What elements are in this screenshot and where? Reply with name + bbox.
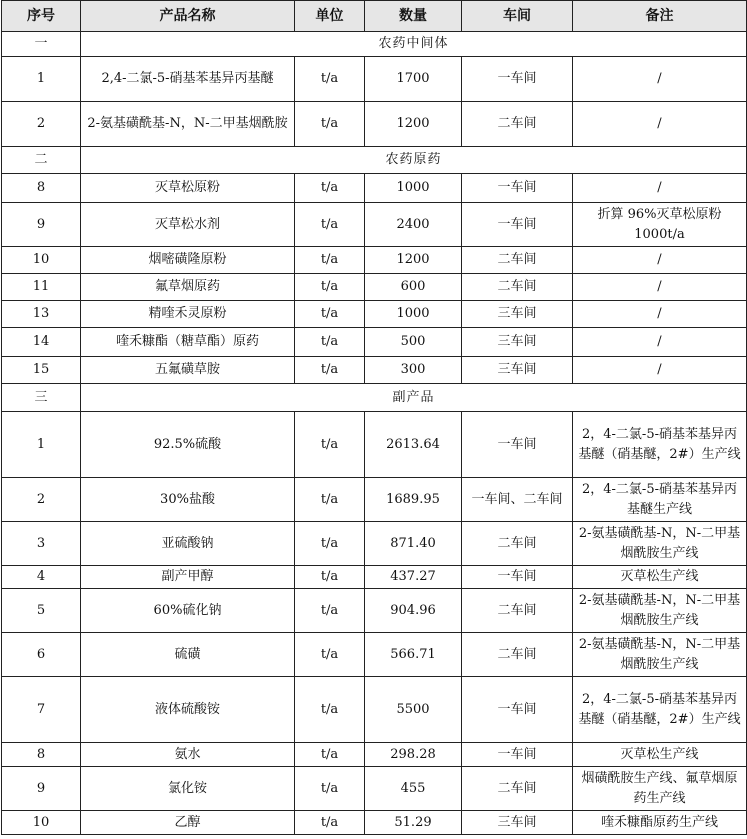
quantity-cell: 600: [365, 274, 462, 301]
workshop-cell: 一车间: [462, 566, 573, 589]
workshop-cell: 二车间: [462, 274, 573, 301]
table-row: [2, 566, 747, 589]
unit-cell: t/a: [295, 566, 365, 589]
note-cell: /: [573, 357, 747, 384]
product-name-cell: 灭草松水剂: [81, 203, 295, 247]
table-row: [2, 301, 747, 328]
product-name-cell: 30%盐酸: [81, 478, 295, 522]
workshop-cell: 二车间: [462, 589, 573, 633]
unit-cell: t/a: [295, 589, 365, 633]
unit-cell: t/a: [295, 57, 365, 102]
quantity-cell: 5500: [365, 677, 462, 743]
unit-cell: t/a: [295, 522, 365, 566]
row-no-cell: 9: [2, 767, 81, 811]
product-name-cell: 五氟磺草胺: [81, 357, 295, 384]
product-name-cell: 灭草松原粉: [81, 174, 295, 203]
unit-cell: t/a: [295, 328, 365, 357]
table-row: [2, 57, 747, 102]
workshop-cell: 三车间: [462, 357, 573, 384]
product-name-cell: 喹禾糠酯（糖草酯）原药: [81, 328, 295, 357]
workshop-cell: 三车间: [462, 328, 573, 357]
section-title: 农药中间体: [81, 32, 747, 57]
table-row: [2, 102, 747, 147]
workshop-cell: 二车间: [462, 247, 573, 274]
quantity-cell: 1200: [365, 247, 462, 274]
quantity-cell: 298.28: [365, 743, 462, 767]
product-name-cell: 精喹禾灵原粉: [81, 301, 295, 328]
product-name-cell: 硫磺: [81, 633, 295, 677]
unit-cell: t/a: [295, 174, 365, 203]
header-quantity: 数量: [365, 1, 462, 32]
unit-cell: t/a: [295, 478, 365, 522]
row-no-cell: 10: [2, 247, 81, 274]
row-no-cell: 7: [2, 677, 81, 743]
quantity-cell: 2613.64: [365, 412, 462, 478]
note-cell: 灭草松生产线: [573, 743, 747, 767]
table-row: [2, 743, 747, 767]
product-name-cell: 92.5%硫酸: [81, 412, 295, 478]
row-no-cell: 14: [2, 328, 81, 357]
workshop-cell: 一车间、二车间: [462, 478, 573, 522]
quantity-cell: 437.27: [365, 566, 462, 589]
section-row: [2, 147, 747, 174]
note-cell: /: [573, 328, 747, 357]
section-row: [2, 32, 747, 57]
product-name-cell: 60%硫化钠: [81, 589, 295, 633]
note-cell: 喹禾糠酯原药生产线: [573, 811, 747, 835]
quantity-cell: 455: [365, 767, 462, 811]
section-no: 二: [2, 147, 81, 174]
note-cell: /: [573, 102, 747, 147]
section-no: 一: [2, 32, 81, 57]
row-no-cell: 8: [2, 743, 81, 767]
quantity-cell: 1200: [365, 102, 462, 147]
unit-cell: t/a: [295, 357, 365, 384]
header-unit: 单位: [295, 1, 365, 32]
table-body: [2, 32, 747, 835]
quantity-cell: 1000: [365, 174, 462, 203]
workshop-cell: 一车间: [462, 174, 573, 203]
row-no-cell: 15: [2, 357, 81, 384]
note-cell: /: [573, 301, 747, 328]
section-row: [2, 384, 747, 412]
row-no-cell: 1: [2, 57, 81, 102]
row-no-cell: 8: [2, 174, 81, 203]
table-row: [2, 522, 747, 566]
product-table: [1, 0, 747, 835]
workshop-cell: 二车间: [462, 102, 573, 147]
note-cell: /: [573, 274, 747, 301]
workshop-cell: 一车间: [462, 412, 573, 478]
product-name-cell: 氯化铵: [81, 767, 295, 811]
unit-cell: t/a: [295, 203, 365, 247]
note-cell: 2-氨基磺酰基-N，N-二甲基烟酰胺生产线: [573, 633, 747, 677]
product-name-cell: 液体硫酸铵: [81, 677, 295, 743]
table-row: [2, 633, 747, 677]
row-no-cell: 11: [2, 274, 81, 301]
table-row: [2, 328, 747, 357]
quantity-cell: 566.71: [365, 633, 462, 677]
row-no-cell: 2: [2, 478, 81, 522]
row-no-cell: 2: [2, 102, 81, 147]
note-cell: /: [573, 174, 747, 203]
table-row: [2, 811, 747, 835]
product-name-cell: 烟嘧磺隆原粉: [81, 247, 295, 274]
unit-cell: t/a: [295, 767, 365, 811]
table-row: [2, 357, 747, 384]
unit-cell: t/a: [295, 743, 365, 767]
header-row: [2, 1, 747, 32]
row-no-cell: 10: [2, 811, 81, 835]
table-row: [2, 589, 747, 633]
section-title: 农药原药: [81, 147, 747, 174]
row-no-cell: 3: [2, 522, 81, 566]
workshop-cell: 一车间: [462, 57, 573, 102]
quantity-cell: 300: [365, 357, 462, 384]
quantity-cell: 1700: [365, 57, 462, 102]
quantity-cell: 1689.95: [365, 478, 462, 522]
table-row: [2, 677, 747, 743]
workshop-cell: 一车间: [462, 743, 573, 767]
row-no-cell: 1: [2, 412, 81, 478]
note-cell: 折算 96%灭草松原粉 1000t/a: [573, 203, 747, 247]
note-cell: 2-氨基磺酰基-N，N-二甲基烟酰胺生产线: [573, 522, 747, 566]
section-no: 三: [2, 384, 81, 412]
row-no-cell: 4: [2, 566, 81, 589]
header-product-name: 产品名称: [81, 1, 295, 32]
note-cell: /: [573, 247, 747, 274]
note-cell: 2，4-二氯-5-硝基苯基异丙基醚生产线: [573, 478, 747, 522]
note-cell: 烟磺酰胺生产线、氟草烟原药生产线: [573, 767, 747, 811]
quantity-cell: 51.29: [365, 811, 462, 835]
product-name-cell: 亚硫酸钠: [81, 522, 295, 566]
product-name-cell: 氟草烟原药: [81, 274, 295, 301]
row-no-cell: 6: [2, 633, 81, 677]
workshop-cell: 二车间: [462, 767, 573, 811]
note-cell: /: [573, 57, 747, 102]
note-cell: 2-氨基磺酰基-N，N-二甲基烟酰胺生产线: [573, 589, 747, 633]
unit-cell: t/a: [295, 811, 365, 835]
workshop-cell: 一车间: [462, 677, 573, 743]
quantity-cell: 1000: [365, 301, 462, 328]
table-row: [2, 767, 747, 811]
workshop-cell: 二车间: [462, 522, 573, 566]
note-cell: 2，4-二氯-5-硝基苯基异丙基醚（硝基醚，2#）生产线: [573, 412, 747, 478]
quantity-cell: 2400: [365, 203, 462, 247]
unit-cell: t/a: [295, 412, 365, 478]
workshop-cell: 一车间: [462, 203, 573, 247]
table-row: [2, 247, 747, 274]
unit-cell: t/a: [295, 633, 365, 677]
row-no-cell: 9: [2, 203, 81, 247]
quantity-cell: 871.40: [365, 522, 462, 566]
row-no-cell: 5: [2, 589, 81, 633]
workshop-cell: 三车间: [462, 301, 573, 328]
table-row: [2, 412, 747, 478]
section-title: 副产品: [81, 384, 747, 412]
unit-cell: t/a: [295, 677, 365, 743]
quantity-cell: 500: [365, 328, 462, 357]
unit-cell: t/a: [295, 102, 365, 147]
note-cell: 灭草松生产线: [573, 566, 747, 589]
quantity-cell: 904.96: [365, 589, 462, 633]
workshop-cell: 三车间: [462, 811, 573, 835]
table-row: [2, 203, 747, 247]
product-name-cell: 2-氨基磺酰基-N，N-二甲基烟酰胺: [81, 102, 295, 147]
header-note: 备注: [573, 1, 747, 32]
header-workshop: 车间: [462, 1, 573, 32]
note-cell: 2，4-二氯-5-硝基苯基异丙基醚（硝基醚，2#）生产线: [573, 677, 747, 743]
product-name-cell: 副产甲醇: [81, 566, 295, 589]
product-name-cell: 乙醇: [81, 811, 295, 835]
product-name-cell: 氨水: [81, 743, 295, 767]
header-no: 序号: [2, 1, 81, 32]
unit-cell: t/a: [295, 274, 365, 301]
table-row: [2, 174, 747, 203]
table-row: [2, 274, 747, 301]
product-name-cell: 2,4-二氯-5-硝基苯基异丙基醚: [81, 57, 295, 102]
unit-cell: t/a: [295, 301, 365, 328]
row-no-cell: 13: [2, 301, 81, 328]
unit-cell: t/a: [295, 247, 365, 274]
workshop-cell: 二车间: [462, 633, 573, 677]
table-row: [2, 478, 747, 522]
